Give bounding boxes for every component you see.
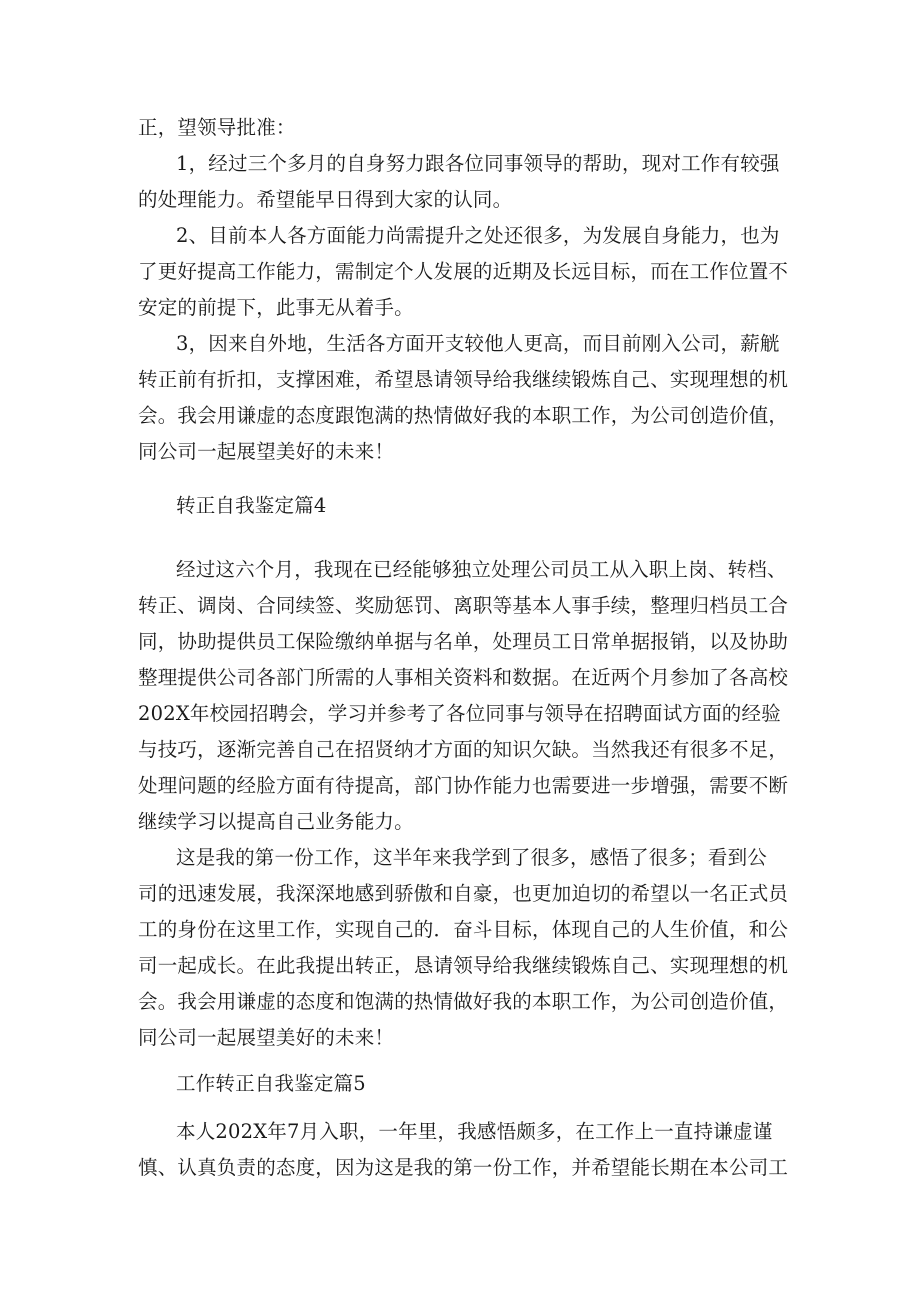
- section4-line-8: 继续学习以提高自己业务能力。: [138, 810, 414, 833]
- section4-line-12: 司一起成长。在此我提出转正，恳请领导给我继续锻炼自己、实现理想的机: [138, 954, 789, 977]
- section3-line-10: 同公司一起展望美好的未来！: [138, 440, 395, 463]
- section4-line-13: 会。我会用谦虚的态度和饱满的热情做好我的本职工作，为公司创造价值，: [138, 990, 789, 1013]
- section4-line-9: 这是我的第一份工作，这半年来我学到了很多，感悟了很多；看到公: [176, 846, 768, 869]
- section4-line-3: 同，协助提供员工保险缴纳单据与名单，处理员工日常单据报销，以及协助: [138, 630, 789, 653]
- section4-heading: 转正自我鉴定篇4: [176, 494, 327, 517]
- section5-line-1: 本人202X年7月入职，一年里，我感悟颇多，在工作上一直持谦虚谨: [176, 1120, 773, 1143]
- section4-line-11: 工的身份在这里工作，实现自己的．奋斗目标，体现自己的人生价值，和公: [138, 918, 789, 941]
- section3-line-5: 了更好提高工作能力，需制定个人发展的近期及长远目标，而在工作位置不: [138, 260, 789, 283]
- section3-line-1: 正，望领导批准：: [138, 116, 296, 139]
- section3-line-9: 会。我会用谦虚的态度跟饱满的热情做好我的本职工作，为公司创造价值，: [138, 404, 789, 427]
- section4-line-1: 经过这六个月，我现在已经能够独立处理公司员工从入职上岗、转档、: [176, 558, 787, 581]
- section5-heading: 工作转正自我鉴定篇5: [176, 1072, 366, 1095]
- section5-line-2: 慎、认真负责的态度，因为这是我的第一份工作，并希望能长期在本公司工: [138, 1156, 789, 1179]
- section4-line-5: 202X年校园招聘会，学习并参考了各位同事与领导在招聘面试方面的经验: [138, 702, 781, 725]
- section4-line-2: 转正、调岗、合同续签、奖励惩罚、离职等基本人事手续，整理归档员工合: [138, 594, 789, 617]
- section3-line-4: 2、目前本人各方面能力尚需提升之处还很多，为发展自身能力，也为: [176, 224, 780, 247]
- section4-line-4: 整理提供公司各部门所需的人事相关资料和数据。在近两个月参加了各高校: [138, 666, 789, 689]
- section3-line-7: 3，因来自外地，生活各方面开支较他人更高，而目前刚入公司，薪觥: [176, 332, 780, 355]
- section3-line-3: 的处理能力。希望能早日得到大家的认同。: [138, 188, 513, 211]
- section3-line-2: 1，经过三个多月的自身努力跟各位同事领导的帮助，现对工作有较强: [176, 152, 780, 175]
- section4-line-6: 与技巧，逐渐完善自己在招贤纳才方面的知识欠缺。当然我还有很多不足，: [138, 738, 789, 761]
- section4-line-7: 处理问题的经脸方面有待提高，部门协作能力也需要进一步增强，需要不断: [138, 774, 789, 797]
- section4-line-10: 司的迅速发展，我深深地感到骄傲和自豪，也更加迫切的希望以一名正式员: [138, 882, 789, 905]
- section4-line-14: 同公司一起展望美好的未来！: [138, 1026, 395, 1049]
- section3-line-8: 转正前有折扣，支撑困难，希望恳请领导给我继续锻炼自己、实现理想的机: [138, 368, 789, 391]
- section3-line-6: 安定的前提下，此事无从着手。: [138, 296, 414, 319]
